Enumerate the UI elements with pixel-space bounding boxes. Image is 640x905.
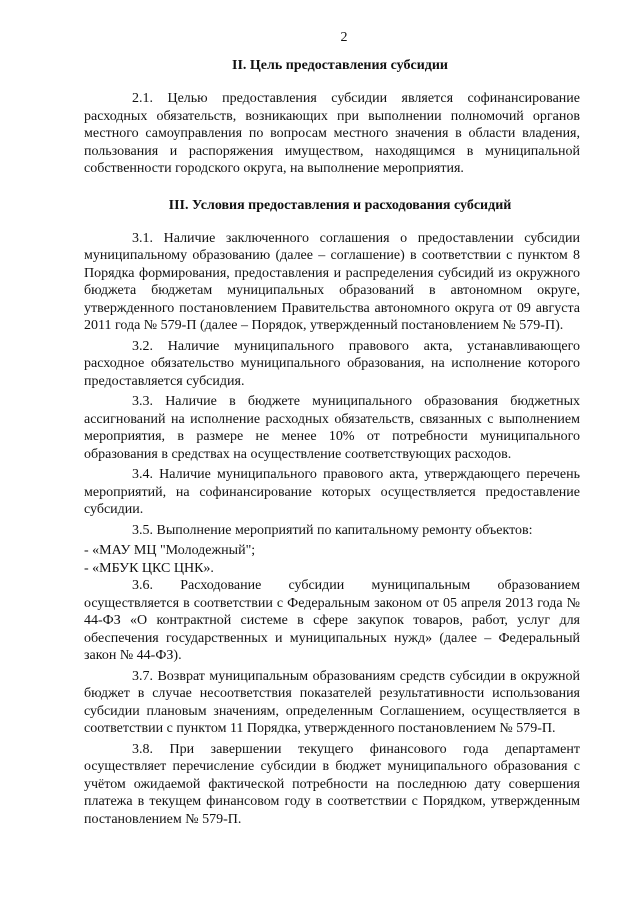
section-2-title: II. Цель предоставления субсидии (232, 58, 448, 73)
list-item-mbuk: - «МБУК ЦКС ЦНК». (84, 560, 214, 576)
paragraph-3-7: 3.7. Возврат муниципальным образованиям средств субсидии в окружной бюджет в случае несоответствия показателей результативности использования субсидии плановым значениям, определенным Соглашением, осуществляется в соответствии с пунктом 11 Порядка, утвержденного постановлением № 579-П. (84, 668, 580, 736)
section-3-title: III. Условия предоставления и расходования субсидий (168, 197, 512, 213)
paragraph-3-3: 3.3. Наличие в бюджете муниципального образования бюджетных ассигнований на исполнение расходных обязательств, связанных с выполнением мероприятия, в размере не менее 10% от потребности муниципального образования в средствах на осуществление соответствующих расходов. (84, 394, 580, 462)
paragraph-3-2: 3.2. Наличие муниципального правового акта, устанавливающего расходное обязательство муниципального образования, на исполнение которого предоставляется субсидия. (84, 338, 580, 389)
paragraph-3-4: 3.4. Наличие муниципального правового акта, утверждающего перечень мероприятий, на софинансирование которых осуществляется предоставление субсидии. (84, 467, 580, 517)
paragraph-3-5: 3.5. Выполнение мероприятий по капитальному ремонту объектов: (132, 522, 533, 538)
section-gap (84, 181, 580, 194)
paragraph-3-1: 3.1. Наличие заключенного соглашения о предоставлении субсидии муниципальному образованию (далее – соглашение) в соответствии с пунктом 8 Порядка формирования, предоставления и распределения субсидий из окружного бюджета бюджетам муниципальных образований в автономном округе, утвержденного постановлением Правительства автономного округа от 09 августа 2011 года № 579-П (далее – Порядок, утвержденный постановлением № 579-П). (84, 230, 580, 333)
paragraph-2-1: 2.1. Целью предоставления субсидии является софинансирование расходных обязательств, возникающих при выполнении полномочий органов местного самоуправления по вопросам местного значения в области владения, пользования и распоряжения имуществом, находящимся в муниципальной собственности городского округа, на выполнение мероприятия. (84, 91, 580, 176)
paragraph-3-8: 3.8. При завершении текущего финансового года департамент осуществляет перечисление субсидии в бюджет муниципального образования с учётом ожидаемой фактической потребности на последнюю дату совершения платежа в текущем финансовом году в соответствии с Порядком, утвержденным постановлением № 579-П. (84, 741, 580, 827)
list-item-mau: - «МАУ МЦ "Молодежный"; (84, 543, 256, 558)
paragraph-3-6: 3.6. Расходование субсидии муниципальным образованием осуществляется в соответствии с Федеральным законом от 05 апреля 2013 года № 44-ФЗ «О контрактной системе в сфере закупок товаров, работ, услуг для обеспечения государственных и муниципальных нужд» (далее – Федеральный закон № 44-ФЗ). (84, 578, 580, 663)
page-number: 2 (340, 30, 348, 45)
